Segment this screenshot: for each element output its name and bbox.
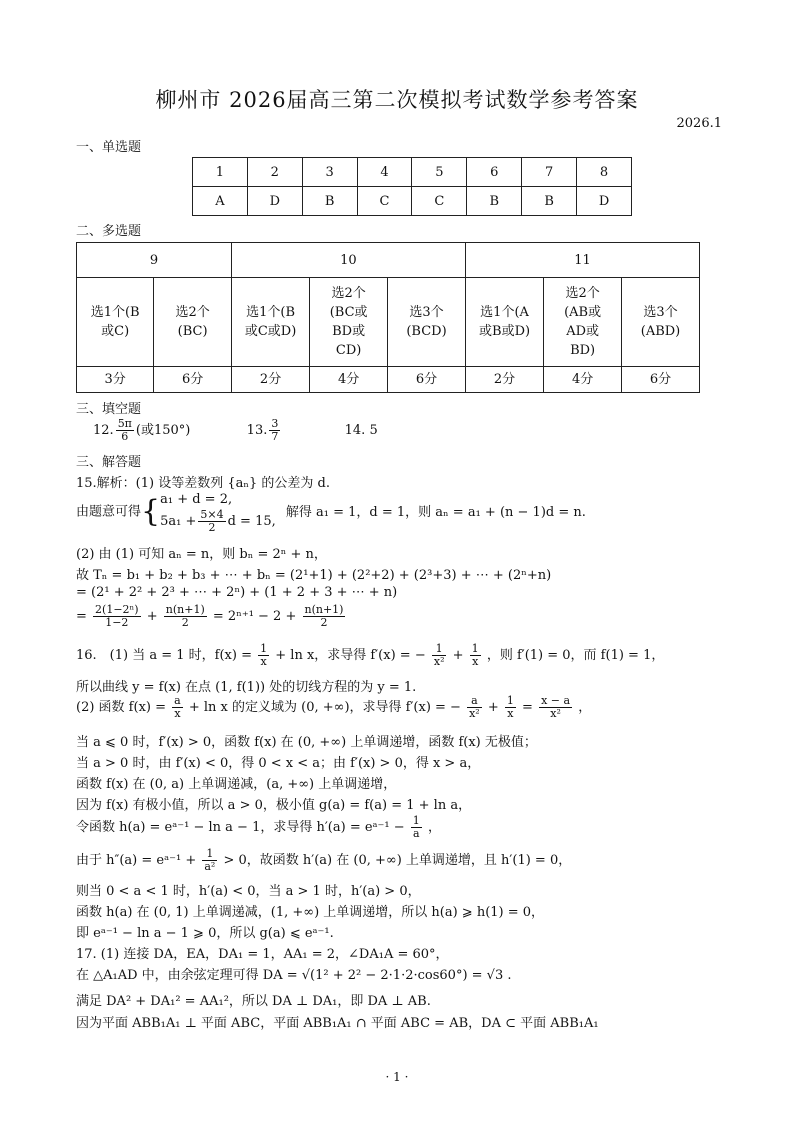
q16-line-10: 则当 0 < a < 1 时，h′(a) < 0，当 a > 1 时，h′(a) > 0， — [76, 884, 421, 899]
numerator: 2(1−2ⁿ) — [95, 603, 139, 616]
option-cell — [465, 278, 543, 367]
fraction — [198, 509, 225, 534]
text: = — [522, 700, 533, 715]
option-text: 选2个(BC) — [175, 305, 210, 339]
question-number: 7 — [522, 158, 577, 187]
single-choice-table — [192, 157, 632, 216]
option-cell — [77, 278, 154, 367]
text: ，则 f′(1) = 0，而 f(1) = 1， — [486, 648, 665, 663]
q14-answer: 14. 5 — [344, 423, 378, 438]
table-row — [77, 367, 700, 393]
answer-cell: A — [193, 187, 248, 216]
q16-line-5: 当 a > 0 时，由 f′(x) < 0，得 0 < x < a；由 f′(x) > 0，得 x > a， — [76, 756, 481, 771]
numerator: 3 — [271, 417, 279, 430]
equation: a₁ + d = 2, — [160, 492, 233, 507]
q13-fraction — [269, 418, 280, 443]
answer-cell: D — [247, 187, 302, 216]
page-number: · 1 · — [385, 1070, 409, 1084]
option-text: 选1个(B或C) — [90, 305, 140, 339]
numerator: 1 — [506, 694, 514, 707]
q16-line-6: 函数 f(x) 在 (0, a) 上单调递减，(a, +∞) 上单调递增， — [76, 777, 397, 792]
fraction — [505, 695, 516, 720]
q16-line-11: 函数 h(a) 在 (0, 1) 上单调递减，(1, +∞) 上单调递增，所以 h(a) ⩾ h(1) = 0， — [76, 905, 545, 920]
q16-line-3 — [76, 695, 591, 720]
numerator: n(n+1) — [165, 603, 205, 616]
score-cell: 2分 — [465, 367, 543, 393]
question-number: 6 — [467, 158, 522, 187]
option-cell — [310, 278, 388, 367]
numerator: n(n+1) — [304, 603, 344, 616]
answer-cell: D — [577, 187, 632, 216]
text: 令函数 h(a) = eᵃ⁻¹ − ln a − 1，求导得 h′(a) = eᵃ⁻¹ − — [76, 820, 405, 835]
numerator: 1 — [412, 814, 420, 827]
table-row — [77, 278, 700, 367]
question-number: 5 — [412, 158, 467, 187]
brace-symbol: { — [141, 494, 161, 529]
question-number: 8 — [577, 158, 632, 187]
option-cell — [154, 278, 232, 367]
text: + — [146, 609, 158, 624]
fraction — [303, 604, 346, 629]
section-single-choice: 一、单选题 — [76, 140, 142, 155]
fraction — [411, 815, 422, 840]
q15-line-2 — [76, 490, 586, 534]
q16-line-8 — [76, 815, 441, 840]
text: 由题意可得 — [76, 504, 142, 520]
numerator: 5×4 — [200, 508, 224, 521]
fraction — [539, 695, 572, 720]
denominator: x — [507, 707, 514, 720]
option-text: 选1个(B或C或D) — [244, 305, 297, 339]
option-cell — [231, 278, 309, 367]
question-number: 1 — [193, 158, 248, 187]
q12-label: 12. — [93, 423, 114, 438]
table-row — [193, 158, 632, 187]
q16-line-9 — [76, 848, 571, 873]
q16-line-4: 当 a ⩽ 0 时，f′(x) > 0，函数 f(x) 在 (0, +∞) 上单调递增，函数 f(x) 无极值； — [76, 735, 537, 750]
q15-line-3: (2) 由 (1) 可知 aₙ = n，则 bₙ = 2ⁿ + n， — [76, 547, 327, 562]
page-title: 柳州市 2026届高三第二次模拟考试数学参考答案 — [155, 88, 639, 112]
text: + — [487, 700, 499, 715]
text: ， — [427, 820, 441, 835]
q12-tail: (或150°) — [135, 423, 191, 438]
option-text: 选2个(AB或AD或BD) — [564, 286, 602, 358]
answer-cell: B — [467, 187, 522, 216]
option-cell — [544, 278, 622, 367]
text: ， — [578, 700, 592, 715]
denominator: x² — [550, 707, 561, 720]
answer-cell: B — [302, 187, 357, 216]
text: 解得 a₁ = 1，d = 1，则 aₙ = a₁ + (n − 1)d = n. — [285, 504, 586, 520]
fraction — [202, 848, 217, 873]
fraction — [432, 643, 447, 668]
q17-line-2: 在 △A₁AD 中，由余弦定理可得 DA = √(1² + 2² − 2·1·2·cos60°) = √3 . — [76, 968, 512, 983]
text: 由于 h″(a) = eᵃ⁻¹ + — [76, 853, 197, 868]
text: (2) 函数 f(x) = — [76, 700, 166, 715]
option-cell — [622, 278, 700, 367]
fraction — [164, 604, 207, 629]
numerator: 1 — [432, 643, 447, 656]
denominator: a² — [204, 860, 216, 873]
section-fill-blank: 三、填空题 — [76, 402, 142, 417]
question-number: 2 — [247, 158, 302, 187]
text: > 0，故函数 h′(a) 在 (0, +∞) 上单调递增，且 h′(1) = 0， — [223, 853, 572, 868]
numerator: 5π — [117, 417, 132, 430]
score-cell: 4分 — [310, 367, 388, 393]
text: 16. (1) 当 a = 1 时，f(x) = — [76, 648, 252, 663]
q15-line-1: 15.解析：(1) 设等差数列 {aₙ} 的公差为 d. — [76, 476, 330, 491]
fraction — [470, 643, 481, 668]
question-number: 9 — [77, 243, 232, 278]
denominator: x² — [469, 707, 480, 720]
exam-date: 2026.1 — [676, 116, 722, 131]
numerator: 1 — [471, 642, 479, 655]
q12-fraction — [116, 418, 134, 443]
q15-line-6 — [76, 604, 347, 629]
q16-line-1 — [76, 643, 664, 668]
denominator: 2 — [181, 616, 189, 629]
denominator: 1−2 — [105, 616, 129, 629]
numerator: x − a — [541, 694, 571, 707]
q17-line-4: 因为平面 ABB₁A₁ ⊥ 平面 ABC，平面 ABB₁A₁ ∩ 平面 ABC = AB，DA ⊂ 平面 ABB₁A₁ — [76, 1016, 599, 1031]
text: + ln x 的定义域为 (0, +∞)，求导得 f′(x) = − — [188, 700, 461, 715]
multi-choice-table — [76, 242, 700, 393]
equation — [160, 509, 276, 534]
denominator: x — [174, 707, 181, 720]
denominator: 2 — [320, 616, 328, 629]
fraction — [93, 604, 141, 629]
denominator: x — [472, 655, 479, 668]
answer-cell: B — [522, 187, 577, 216]
score-cell: 2分 — [231, 367, 309, 393]
fraction — [467, 695, 482, 720]
denominator: 6 — [121, 430, 129, 443]
text: = — [76, 609, 87, 624]
q16-line-7: 因为 f(x) 有极小值，所以 a > 0，极小值 g(a) = f(a) = 1 + ln a， — [76, 798, 472, 813]
question-number: 4 — [357, 158, 412, 187]
q16-line-12: 即 eᵃ⁻¹ − ln a − 1 ⩾ 0，所以 g(a) ⩽ eᵃ⁻¹. — [76, 926, 334, 941]
text: d = 15, — [227, 514, 276, 529]
fill-answers — [93, 418, 378, 443]
text: + — [452, 648, 464, 663]
numerator: 1 — [260, 642, 268, 655]
option-text: 选3个(ABD) — [640, 305, 681, 339]
numerator: a — [174, 694, 181, 707]
score-cell: 6分 — [622, 367, 700, 393]
option-text: 选1个(A或B或D) — [479, 305, 531, 339]
table-row — [193, 187, 632, 216]
score-cell: 6分 — [154, 367, 232, 393]
text: 5a₁ + — [160, 514, 197, 529]
question-number: 11 — [465, 243, 699, 278]
q17-line-3: 满足 DA² + DA₁² = AA₁²，所以 DA ⊥ DA₁，即 DA ⊥ AB. — [76, 994, 431, 1009]
score-cell: 3分 — [77, 367, 154, 393]
q15-line-5: = (2¹ + 2² + 2³ + ⋯ + 2ⁿ) + (1 + 2 + 3 + ⋯ + n) — [76, 585, 398, 600]
option-text: 选3个(BCD) — [406, 305, 447, 339]
numerator: a — [467, 695, 482, 708]
denominator: x — [260, 655, 267, 668]
option-text: 选2个(BC或BD或CD) — [329, 286, 368, 358]
fraction — [172, 695, 183, 720]
q13-label: 13. — [246, 423, 268, 438]
score-cell: 4分 — [544, 367, 622, 393]
section-solutions: 三、解答题 — [76, 455, 142, 470]
table-row — [77, 243, 700, 278]
text: = 2ⁿ⁺¹ − 2 + — [212, 609, 297, 624]
denominator: x² — [433, 655, 445, 668]
answer-cell: C — [412, 187, 467, 216]
question-number: 10 — [231, 243, 465, 278]
equation-system — [160, 490, 276, 534]
q16-line-2: 所以曲线 y = f(x) 在点 (1, f(1)) 处的切线方程的为 y = 1. — [76, 680, 417, 695]
denominator: 2 — [208, 521, 216, 534]
option-cell — [388, 278, 466, 367]
text: + ln x，求导得 f′(x) = − — [275, 648, 426, 663]
q17-line-1: 17. (1) 连接 DA，EA，DA₁ = 1，AA₁ = 2，∠DA₁A = 60°， — [76, 947, 449, 962]
denominator: a — [413, 827, 420, 840]
answer-cell: C — [357, 187, 412, 216]
score-cell: 6分 — [388, 367, 466, 393]
numerator: 1 — [202, 848, 217, 861]
q15-line-4: 故 Tₙ = b₁ + b₂ + b₃ + ⋯ + bₙ = (2¹+1) + (2²+2) + (2³+3) + ⋯ + (2ⁿ+n) — [76, 568, 552, 583]
denominator: 7 — [271, 430, 279, 443]
question-number: 3 — [302, 158, 357, 187]
fraction — [258, 643, 269, 668]
section-multi-choice: 二、多选题 — [76, 224, 142, 239]
